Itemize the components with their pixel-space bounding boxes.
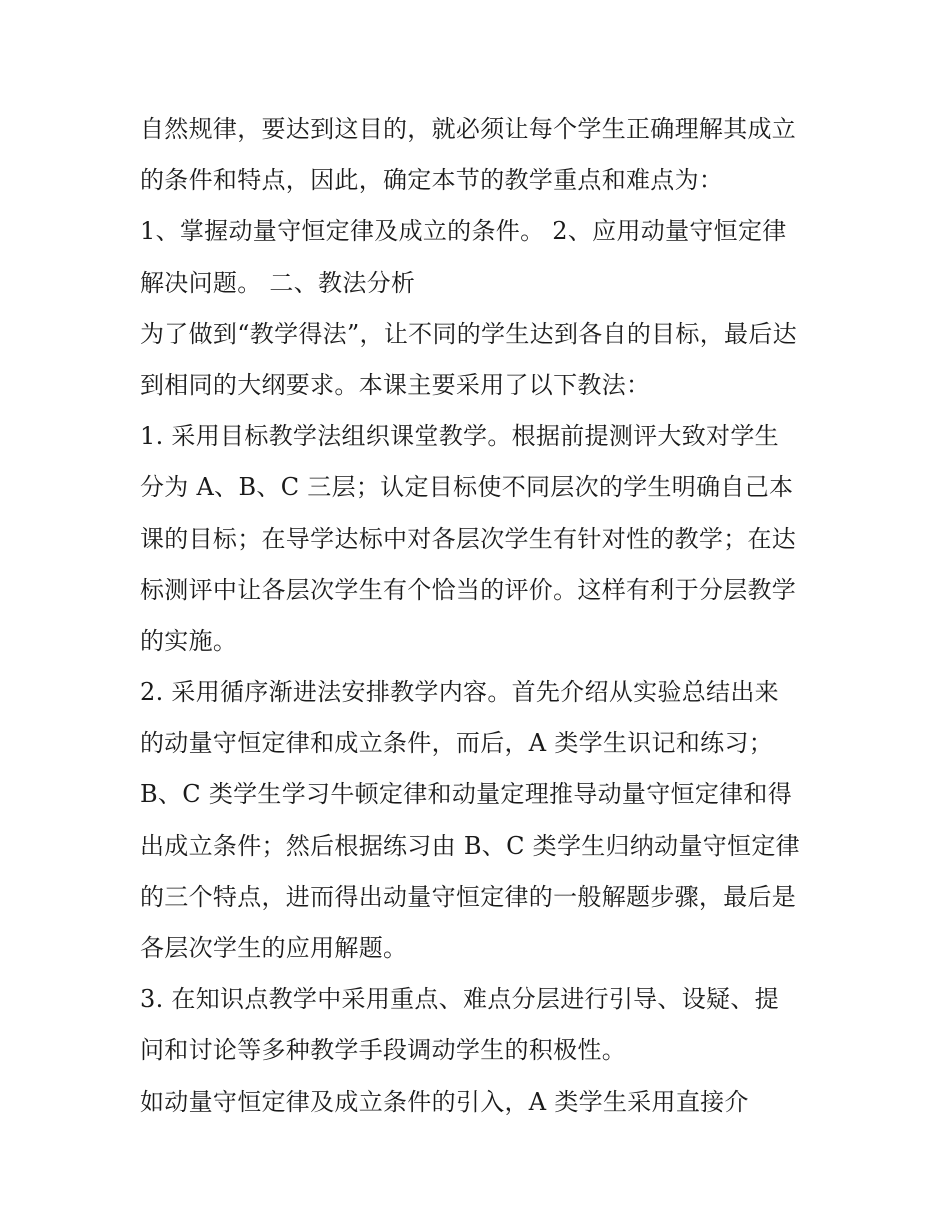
text-line: 自然规律，要达到这目的，就必须让每个学生正确理解其成立 (140, 115, 797, 143)
text-line: 解决问题。 二、教法分析 (140, 268, 416, 297)
body-text (140, 104, 830, 1128)
text-line: 2. 采用循序渐进法安排教学内容。首先介绍从实验总结出来 (140, 678, 779, 707)
text-line: 1、掌握动量守恒定律及成立的条件。 2、应用动量守恒定律 (140, 217, 787, 246)
text-line: B、C 类学生学习牛顿定律和动量定理推导动量守恒定律和得 (140, 780, 793, 809)
text-line: 各层次学生的应用解题。 (140, 934, 408, 962)
text-line: 标测评中让各层次学生有个恰当的评价。这样有利于分层教学 (140, 575, 797, 604)
text-line: 分为 A、B、C 三层；认定目标使不同层次的学生明确自己本 (140, 473, 794, 502)
text-line: 课的目标；在导学达标中对各层次学生有针对性的教学；在达 (140, 524, 797, 553)
text-line: 的实施。 (140, 626, 238, 655)
text-line: 3. 在知识点教学中采用重点、难点分层进行引导、设疑、提 (140, 985, 779, 1014)
text-line: 问和讨论等多种教学手段调动学生的积极性。 (140, 1036, 626, 1065)
text-line: 的三个特点，进而得出动量守恒定律的一般解题步骤，最后是 (140, 882, 797, 911)
text-line: 的动量守恒定律和成立条件，而后，A 类学生识记和练习； (140, 729, 774, 758)
text-line: 出成立条件；然后根据练习由 B、C 类学生归纳动量守恒定律 (140, 831, 800, 860)
text-line: 如动量守恒定律及成立条件的引入，A 类学生采用直接介 (140, 1087, 749, 1116)
text-line: 到相同的大纲要求。本课主要采用了以下教法： (140, 370, 651, 399)
text-line: 为了做到“教学得法”，让不同的学生达到各自的目标，最后达 (140, 319, 797, 348)
text-line: 的条件和特点，因此，确定本节的教学重点和难点为： (140, 166, 724, 195)
text-line: 1. 采用目标教学法组织课堂教学。根据前提测评大致对学生 (140, 422, 779, 451)
